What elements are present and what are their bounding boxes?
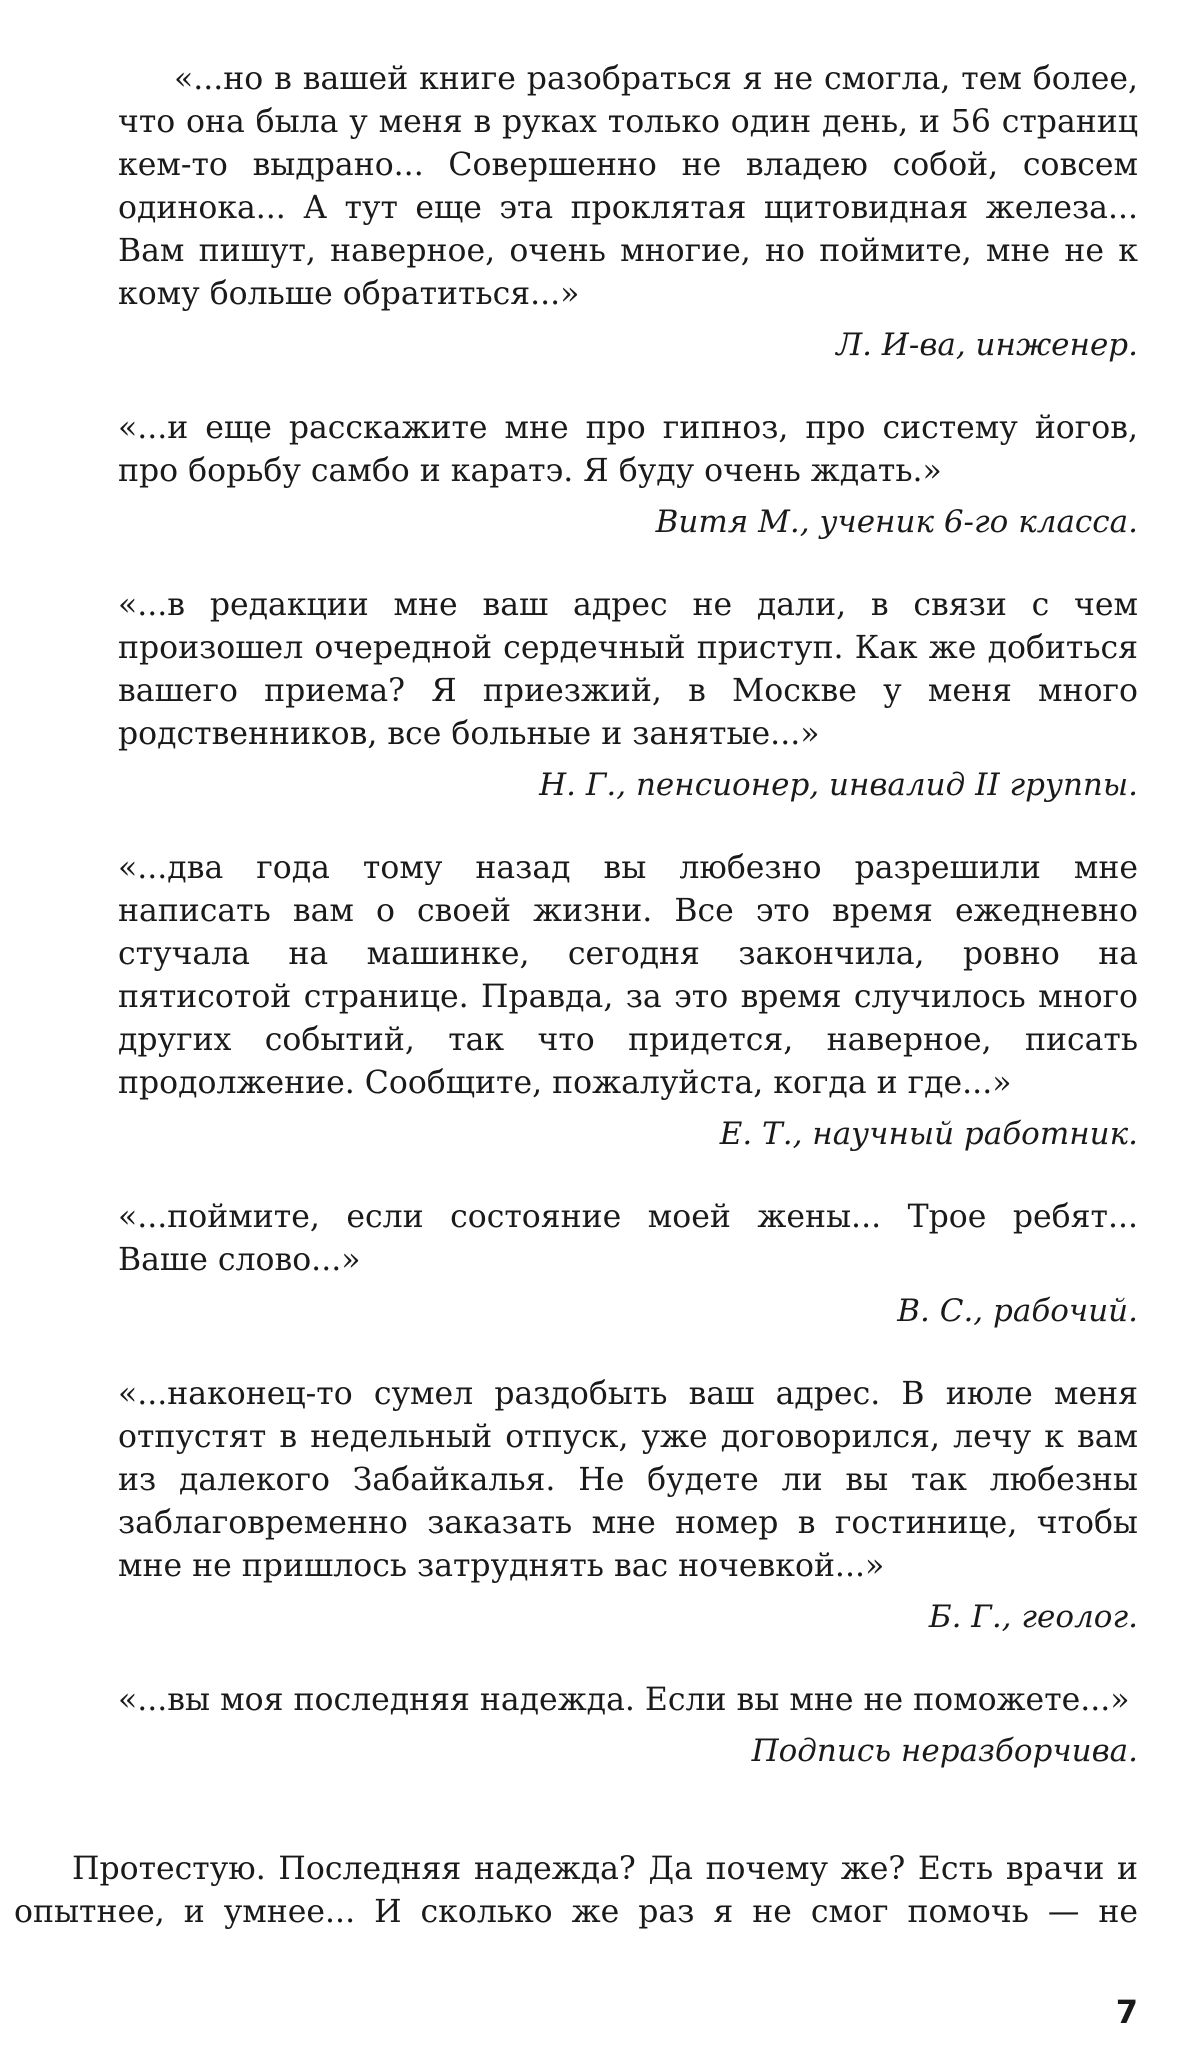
letter-signature: Л. И-ва, инженер. bbox=[836, 327, 1138, 363]
letter-signature: Н. Г., пенсионер, инвалид II группы. bbox=[539, 767, 1138, 803]
letter-quote bbox=[118, 1196, 1138, 1333]
letter-quote bbox=[118, 58, 1138, 367]
letter-text: «...наконец-то сумел раздобыть ваш адрес. В июле меня отпустят в недельный отпуск, уже договорился, лечу к вам из далекого Забайкалья. Не будете ли вы так любезны заблаговременно заказать мне номер в гостинице, чтобы мне не пришлось затруднять вас ночевкой...» bbox=[118, 1376, 1138, 1584]
letter-quote bbox=[118, 1679, 1138, 1773]
letter-signature: Подпись неразборчива. bbox=[751, 1733, 1138, 1769]
letter-quote bbox=[118, 847, 1138, 1156]
letter-signature: В. С., рабочий. bbox=[897, 1293, 1138, 1329]
letter-signature: Витя М., ученик 6-го класса. bbox=[655, 504, 1138, 540]
letter-signature: Б. Г., геолог. bbox=[928, 1599, 1138, 1635]
letter-text: «...два года тому назад вы любезно разрешили мне написать вам о своей жизни. Все это время ежедневно стучала на машинке, сегодня закончила, ровно на пятисотой странице. Правда, за это время случилось много других событий, так что придется, наверное, писать продолжение. Сообщите, пожалуйста, когда и где...» bbox=[118, 850, 1138, 1101]
letter-quote bbox=[118, 1373, 1138, 1639]
page-number: 7 bbox=[1115, 1993, 1138, 2031]
letter-text: «...в редакции мне ваш адрес не дали, в связи с чем произошел очередной сердечный приступ. Как же добиться вашего приема? Я приезжий, в Москве у меня много родственников, все больные и занятые...» bbox=[118, 587, 1138, 752]
letter-text: «...и еще расскажите мне про гипноз, про систему йогов, про борьбу самбо и каратэ. Я буду очень ждать.» bbox=[118, 410, 1138, 489]
letter-quote bbox=[118, 584, 1138, 807]
body-paragraph: Протестую. Последняя надежда? Да почему же? Есть врачи и опытнее, и умнее... И сколько же раз я не смог помочь — не bbox=[14, 1851, 1138, 1930]
letter-text: «...вы моя последняя надежда. Если вы мне не поможете...» bbox=[118, 1682, 1130, 1718]
letter-text: «...но в вашей книге разобраться я не смогла, тем более, что она была у меня в руках только один день, и 56 страниц кем-то выдрано... Совершенно не владею собой, совсем одинока... А тут еще эта проклятая щитовидная железа... Вам пишут, наверное, очень многие, но поймите, мне не к кому больше обратиться...» bbox=[118, 61, 1138, 312]
letter-quote bbox=[118, 407, 1138, 544]
letter-text: «...поймите, если состояние моей жены... Трое ребят... Ваше слово...» bbox=[118, 1199, 1138, 1278]
letter-signature: Е. Т., научный работник. bbox=[719, 1116, 1138, 1152]
letters-list bbox=[118, 58, 1138, 1813]
